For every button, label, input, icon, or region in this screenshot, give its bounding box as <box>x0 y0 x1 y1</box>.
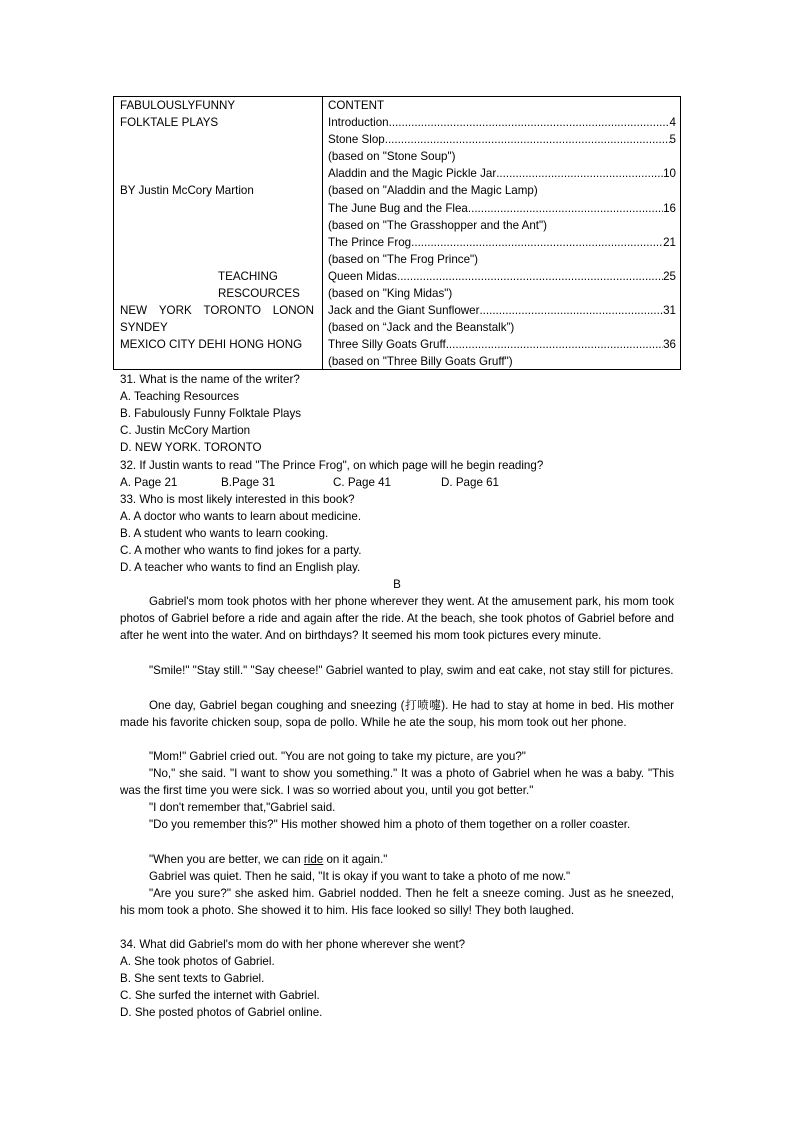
publisher-line1: TEACHING <box>218 270 278 283</box>
toc-entry <box>328 200 676 217</box>
publisher-line2: RESCOURCES <box>218 287 300 300</box>
question-34-option-a: A. She took photos of Gabriel. <box>120 955 275 968</box>
toc-based-on: (based on "The Frog Prince") <box>328 253 478 266</box>
question-34-stem: 34. What did Gabriel's mom do with her phone wherever she went? <box>120 938 466 951</box>
question-33-option-d: D. A teacher who wants to find an English play. <box>120 561 361 574</box>
city-word: LONON <box>272 304 314 317</box>
book-author: BY Justin McCory Martion <box>120 184 254 197</box>
toc-entry-page: 25 <box>663 270 676 283</box>
toc-entry <box>328 131 676 148</box>
contents-heading: CONTENT <box>328 99 385 112</box>
toc-entry-page: 31 <box>663 304 676 317</box>
question-34-option-b: B. She sent texts to Gabriel. <box>120 972 265 985</box>
toc-entry-title: Aladdin and the Magic Pickle Jar <box>328 167 497 180</box>
toc-entry <box>328 165 676 182</box>
passage-paragraph: "Do you remember this?" His mother showed him a photo of them together on a roller coaster. <box>149 818 631 831</box>
toc-entry <box>328 302 676 319</box>
toc-entry <box>328 268 676 285</box>
cities-line2: SYNDEY <box>120 321 168 334</box>
toc-entry-page: 21 <box>663 236 676 249</box>
question-32-option-a: A. Page 21 <box>120 476 178 489</box>
toc-entry-title: The Prince Frog <box>328 236 412 249</box>
question-31-option-c: C. Justin McCory Martion <box>120 424 251 437</box>
passage-paragraph: "When you are better, we can ride on it again." <box>149 853 388 866</box>
question-34-option-d: D. She posted photos of Gabriel online. <box>120 1006 323 1019</box>
toc-entry-page: 4 <box>669 116 676 129</box>
toc-entry-page: 10 <box>663 167 676 180</box>
question-32-stem: 32. If Justin wants to read "The Prince Frog", on which page will he begin reading? <box>120 459 544 472</box>
question-33-option-b: B. A student who wants to learn cooking. <box>120 527 329 540</box>
question-33-option-a: A. A doctor who wants to learn about medicine. <box>120 510 362 523</box>
toc-based-on: (based on "Stone Soup") <box>328 150 456 163</box>
toc-entry <box>328 234 676 251</box>
passage-paragraph: "Are you sure?" she asked him. Gabriel nodded. Then he felt a sneeze coming. Just as he sneezed, his mom took a photo. She showed it to him. His face looked so silly! They both laughed. <box>120 887 674 918</box>
passage-paragraph: Gabriel was quiet. Then he said, "It is okay if you want to take a photo of me now." <box>149 870 571 883</box>
question-31-option-b: B. Fabulously Funny Folktale Plays <box>120 407 302 420</box>
toc-based-on: (based on “Jack and the Beanstalk”) <box>328 321 515 334</box>
passage-paragraph: "Smile!" "Stay still." "Say cheese!" Gabriel wanted to play, swim and eat cake, not stay still for pictures. <box>149 664 674 677</box>
question-31-stem: 31. What is the name of the writer? <box>120 373 300 386</box>
toc-based-on: (based on "The Grasshopper and the Ant") <box>328 219 547 232</box>
toc-entry-page: 5 <box>669 133 676 146</box>
toc-entry <box>328 336 676 353</box>
question-31-option-d: D. NEW YORK. TORONTO <box>120 441 262 454</box>
book-title-line1: FABULOUSLYFUNNY <box>120 99 236 112</box>
section-b-heading: B <box>393 578 401 591</box>
toc-based-on: (based on "Three Billy Goats Gruff") <box>328 355 513 368</box>
toc-entry <box>328 114 676 131</box>
toc-entry-page: 16 <box>663 202 676 215</box>
book-title-line2: FOLKTALE PLAYS <box>120 116 219 129</box>
question-31-option-a: A. Teaching Resources <box>120 390 240 403</box>
question-32-option-d: D. Page 61 <box>441 476 500 489</box>
passage-paragraph: "No," she said. "I want to show you something." It was a photo of Gabriel when he was a baby. "This was the first time you were sick. I was so worried about you, until you got better." <box>120 767 674 798</box>
toc-entry-title: Three Silly Goats Gruff <box>328 338 446 351</box>
toc-entry-title: Introduction <box>328 116 389 129</box>
passage-paragraph: One day, Gabriel began coughing and sneezing (打喷嚏). He had to stay at home in bed. His mother made his favorite chicken soup, sopa de pollo. While he ate the soup, his mom took out her phone. <box>120 699 674 730</box>
underlined-word: ride <box>303 853 324 866</box>
toc-entry-page: 36 <box>663 338 676 351</box>
question-32-option-c: C. Page 41 <box>333 476 392 489</box>
book-contents-table <box>113 96 681 370</box>
city-word: YORK <box>158 304 192 317</box>
toc-based-on: (based on "King Midas") <box>328 287 453 300</box>
cities-line3: MEXICO CITY DEHI HONG HONG <box>120 338 303 351</box>
passage-paragraph: "I don't remember that,"Gabriel said. <box>149 801 336 814</box>
city-word: TORONTO <box>203 304 261 317</box>
passage-paragraph: Gabriel's mom took photos with her phone wherever they went. At the amusement park, his mom took photos of Gabriel before a ride and again after the ride. At the beach, she took photos of Gabriel before and after he went into the water. And on birthdays? It seemed his mom took pictures every minute. <box>120 595 674 643</box>
toc-entry-title: The June Bug and the Flea <box>328 202 468 215</box>
table-divider <box>322 97 323 369</box>
question-32-option-b: B.Page 31 <box>221 476 276 489</box>
city-word: NEW <box>120 304 148 317</box>
toc-entry-title: Stone Slop <box>328 133 385 146</box>
question-33-stem: 33. Who is most likely interested in this book? <box>120 493 355 506</box>
cities-row <box>120 302 314 319</box>
toc-based-on: (based on "Aladdin and the Magic Lamp) <box>328 184 538 197</box>
toc-entry-title: Jack and the Giant Sunflower <box>328 304 480 317</box>
question-33-option-c: C. A mother who wants to find jokes for a party. <box>120 544 362 557</box>
question-34-option-c: C. She surfed the internet with Gabriel. <box>120 989 320 1002</box>
passage-paragraph: "Mom!" Gabriel cried out. "You are not going to take my picture, are you?" <box>149 750 526 763</box>
toc-entry-title: Queen Midas <box>328 270 397 283</box>
